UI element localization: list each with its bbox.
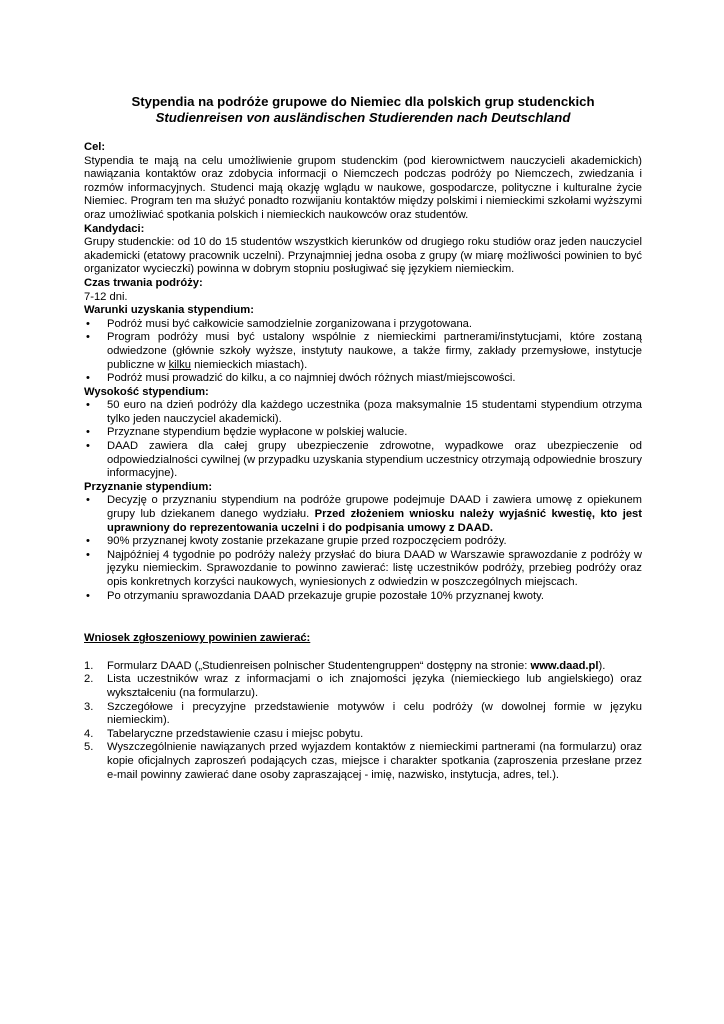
section-heading-przyznanie: Przyznanie stypendium: [84, 480, 213, 493]
list-item-text: 50 euro na dzień podróży dla każdego uczestnika (poza maksymalnie 15 studentami stypendium otrzyma tylko jeden nauczyciel akademicki). [107, 399, 642, 425]
wniosek-list [84, 660, 642, 782]
list-item [84, 549, 642, 590]
section-heading-warunki: Warunki uzyskania stypendium: [84, 304, 254, 317]
list-item-text: Formularz DAAD („Studienreisen polnischer Studentengruppen“ dostępny na stronie: [107, 659, 531, 672]
list-item [84, 494, 642, 535]
section-heading-kandydaci: Kandydaci: [84, 222, 145, 235]
list-item-text: Program podróży musi być ustalony wspólnie z niemieckimi partnerami/instytucjami, które zostaną odwiedzone (głównie szkoły wyższe, instytuty naukowe, a także firmy, zakłady przemysłowe, instytucje publiczne w [107, 331, 642, 371]
list-item [84, 372, 642, 386]
list-item-text: niemieckich miastach). [190, 358, 308, 371]
section-heading-czas: Czas trwania podróży: [84, 276, 203, 289]
section-heading-wniosek: Wniosek zgłoszeniowy powinien zawierać: [84, 632, 311, 645]
section-text-kandydaci: Grupy studenckie: od 10 do 15 studentów wszystkich kierunków od drugiego roku studiów oraz jeden nauczyciel akademicki (etatowy pracownik uczelni). Przynajmniej jedna osoba z grupy (w miarę możliwości powinien to być organizator wycieczki) powinna w dobrym stopniu posługiwać się językiem niemieckim. [84, 236, 642, 276]
list-item [84, 728, 642, 742]
document-subtitle: Studienreisen von ausländischen Studierenden nach Deutschland [155, 109, 571, 125]
wysokosc-list [84, 399, 642, 481]
list-item [84, 318, 642, 332]
list-number: 5. [84, 741, 94, 754]
list-item-text: Podróż musi być całkowicie samodzielnie zorganizowana i przygotowana. [107, 317, 473, 330]
underlined-word: kilku [168, 358, 191, 371]
list-item-text: Szczegółowe i precyzyjne przedstawienie motywów i celu podróży (w dowolnej formie w języku niemieckim). [107, 700, 642, 727]
list-number: 1. [84, 659, 94, 672]
document-title: Stypendia na podróże grupowe do Niemiec dla polskich grup studenckich [131, 94, 595, 109]
list-item [84, 426, 642, 440]
list-item-text: Po otrzymaniu sprawozdania DAAD przekazuje grupie pozostałe 10% przyznanej kwoty. [107, 589, 544, 602]
list-item-text: DAAD zawiera dla całej grupy ubezpieczenie zdrowotne, wypadkowe oraz ubezpieczenie od odpowiedzialności cywilnej (w przypadku uzyskania stypendium uczestnicy otrzymają odpowiednie broszury informacyjne). [107, 440, 642, 480]
list-number: 4. [84, 727, 94, 740]
list-item [84, 741, 642, 782]
list-item-text: Lista uczestników wraz z informacjami o ich znajomości języka (niemieckiego lub angielskiego) oraz wykształceniu (na formularzu). [107, 673, 642, 699]
list-item [84, 673, 642, 700]
list-item-text: Najpóźniej 4 tygodnie po podróży należy przysłać do biura DAAD w Warszawie sprawozdanie z podróży w języku niemieckim. Sprawozdanie to powinno zawierać: listę uczestników podróży, przebieg podróży oraz opis konkretnych korzyści naukowych, wyniesionych z odwiedzin w poszczególnych miejscach. [107, 548, 642, 588]
list-item [84, 590, 642, 604]
list-number: 3. [84, 700, 94, 713]
list-item-text: Podróż musi prowadzić do kilku, a co najmniej dwóch różnych miast/miejscowości. [107, 372, 516, 385]
website-link[interactable]: www.daad.pl [530, 659, 599, 672]
list-item-text: Tabelaryczne przedstawienie czasu i miejsc pobytu. [107, 727, 364, 740]
list-item [84, 535, 642, 549]
section-heading-cel: Cel: [84, 141, 106, 153]
list-item-text: ). [598, 659, 606, 672]
list-item-text: 90% przyznanej kwoty zostanie przekazane grupie przed rozpoczęciem podróży. [107, 535, 507, 548]
list-number: 2. [84, 673, 94, 686]
section-text-cel: Stypendia te mają na celu umożliwienie grupom studenckim (pod kierownictwem nauczycieli akademickich) nawiązania kontaktów oraz zdobycia informacji o Niemczech podczas podróży po Niemczech, zwiedzania i rozmów informacyjnych. Studenci mają okazję wglądu w naukowe, gospodarcze, polityczne i kulturalne życie Niemiec. Program ten ma służyć ponadto rozwijaniu kontaktów między polskimi i niemieckimi szkołami wyższymi oraz umożliwiać spotkania polskich i niemieckich naukowców oraz studentów. [84, 154, 642, 221]
document-page [84, 94, 642, 782]
section-heading-wysokosc: Wysokość stypendium: [84, 385, 209, 398]
list-item [84, 399, 642, 426]
warunki-list [84, 318, 642, 386]
bold-notice: Przed złożeniem wniosku należy wyjaśnić kwestię, kto jest uprawniony do reprezentowania uczelni i do podpisania umowy z DAAD. [107, 508, 643, 534]
list-item-text: Przyznane stypendium będzie wypłacone w polskiej walucie. [107, 426, 408, 439]
list-item [84, 331, 642, 372]
list-item [84, 660, 642, 674]
section-text-czas: 7-12 dni. [84, 290, 128, 303]
list-item-text: Decyzję o przyznaniu stypendium na podróże grupowe podejmuje DAAD i zawiera umowę z opiekunem grupy lub dziekanem danego wydziału. [107, 494, 642, 521]
przyznanie-list [84, 494, 642, 603]
list-item-text: Wyszczególnienie nawiązanych przed wyjazdem kontaktów z niemieckimi partnerami (na formularzu) oraz kopie oficjalnych zaproszeń podających czas, miejsce i charakter spotkania (zaproszenia przesłane przez e-mail powinny zawierać dane osoby zapraszającej - imię, nazwisko, instytucja, adres, tel.). [107, 741, 642, 781]
list-item [84, 701, 642, 728]
list-item [84, 440, 642, 481]
